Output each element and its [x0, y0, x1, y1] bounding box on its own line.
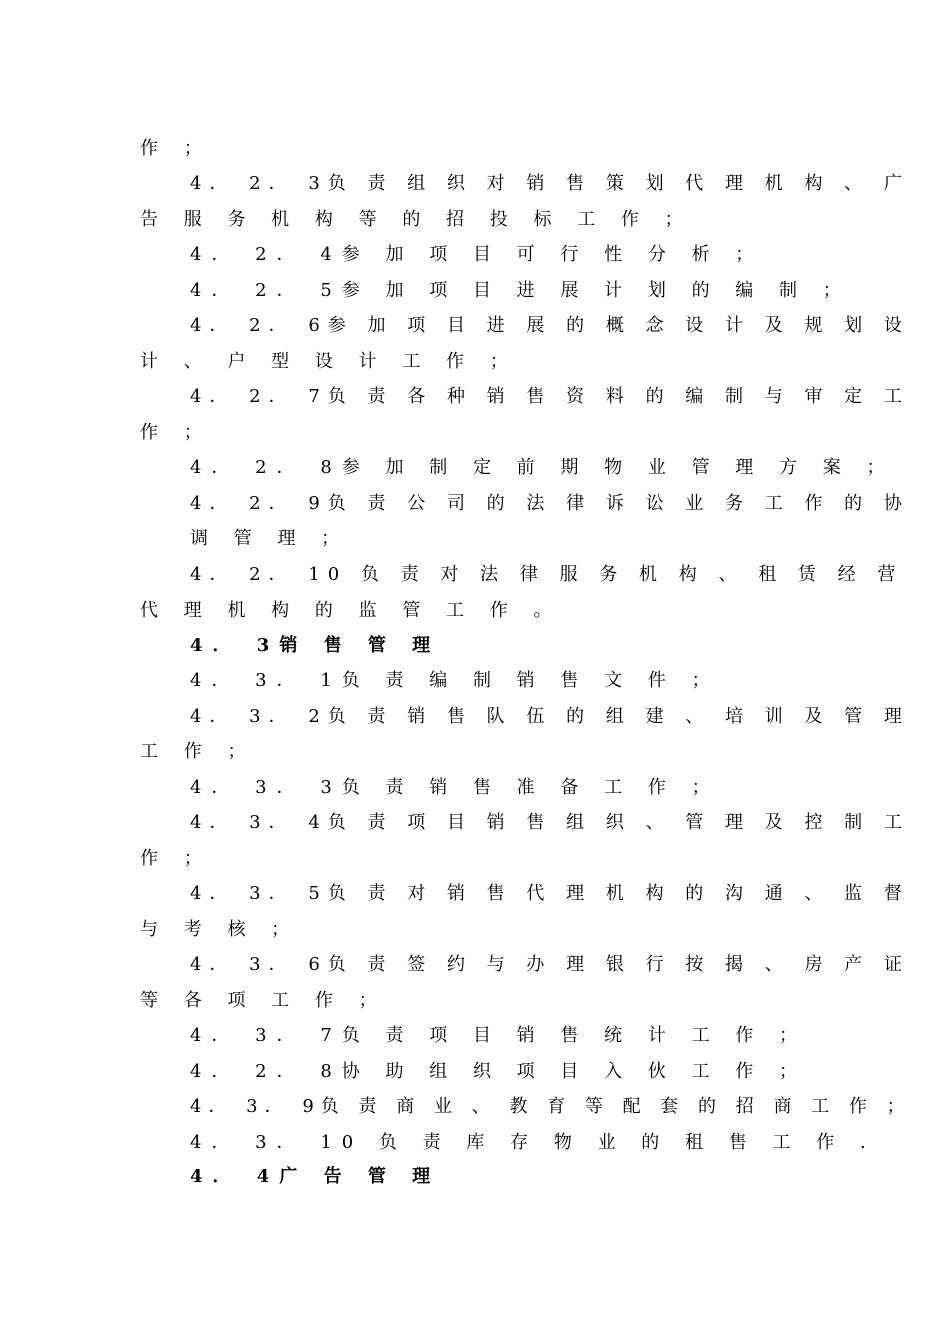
text-line: 代 理 机 构 的 监 管 工 作 。	[140, 600, 562, 621]
text-line: 4． 3． 10 负 责 库 存 物 业 的 租 售 工 作 .	[190, 1132, 876, 1153]
text-line: 4． 2． 9负 责 公 司 的 法 律 诉 讼 业 务 工 作 的 协	[190, 493, 910, 514]
text-line: 计 、 户 型 设 计 工 作 ；	[140, 351, 518, 372]
text-line: 4． 2． 5参 加 项 目 进 展 计 划 的 编 制 ；	[190, 280, 851, 301]
text-line: 与 考 核 ；	[140, 919, 300, 940]
text-line: 4． 2． 7负 责 各 种 销 售 资 料 的 编 制 与 审 定 工	[190, 386, 910, 407]
text-line: 作 ；	[140, 138, 212, 159]
text-line: 4． 2． 6参 加 项 目 进 展 的 概 念 设 计 及 规 划 设	[190, 315, 910, 336]
text-line: 4． 3． 1负 责 编 制 销 售 文 件 ；	[190, 670, 720, 691]
text-line: 4． 2． 10 负 责 对 法 律 服 务 机 构 、 租 赁 经 营	[190, 564, 904, 585]
text-line: 告 服 务 机 构 等 的 招 投 标 工 作 ；	[140, 209, 693, 230]
text-line: 4． 2． 8协 助 组 织 项 目 入 伙 工 作 ；	[190, 1061, 808, 1082]
text-line: 4． 2． 8参 加 制 定 前 期 物 业 管 理 方 案 ；	[190, 457, 895, 478]
section-heading: 4． 3销 售 管 理	[190, 635, 441, 656]
text-line: 4． 2． 4参 加 项 目 可 行 性 分 析 ；	[190, 244, 764, 265]
text-line: 4． 3． 6负 责 签 约 与 办 理 银 行 按 揭 、 房 产 证	[190, 954, 910, 975]
text-line: 4． 2． 3负 责 组 织 对 销 售 策 划 代 理 机 构 、 广	[190, 173, 910, 194]
text-line: 作 ；	[140, 848, 212, 869]
text-line: 4． 3． 9负 责 商 业 、 教 育 等 配 套 的 招 商 工 作 ；	[190, 1096, 912, 1117]
text-line: 4． 3． 2负 责 销 售 队 伍 的 组 建 、 培 训 及 管 理	[190, 706, 910, 727]
text-line: 4． 3． 5负 责 对 销 售 代 理 机 构 的 沟 通 、 监 督	[190, 883, 910, 904]
text-line: 作 ；	[140, 422, 212, 443]
text-line: 4． 3． 3负 责 销 售 准 备 工 作 ；	[190, 777, 720, 798]
text-line: 工 作 ；	[140, 741, 256, 762]
text-line: 4． 3． 4负 责 项 目 销 售 组 织 、 管 理 及 控 制 工	[190, 812, 910, 833]
text-line: 调 管 理 ；	[190, 528, 350, 549]
text-line: 等 各 项 工 作 ；	[140, 990, 387, 1011]
section-heading: 4． 4广 告 管 理	[190, 1166, 441, 1187]
text-line: 4． 3． 7负 责 项 目 销 售 统 计 工 作 ；	[190, 1025, 808, 1046]
